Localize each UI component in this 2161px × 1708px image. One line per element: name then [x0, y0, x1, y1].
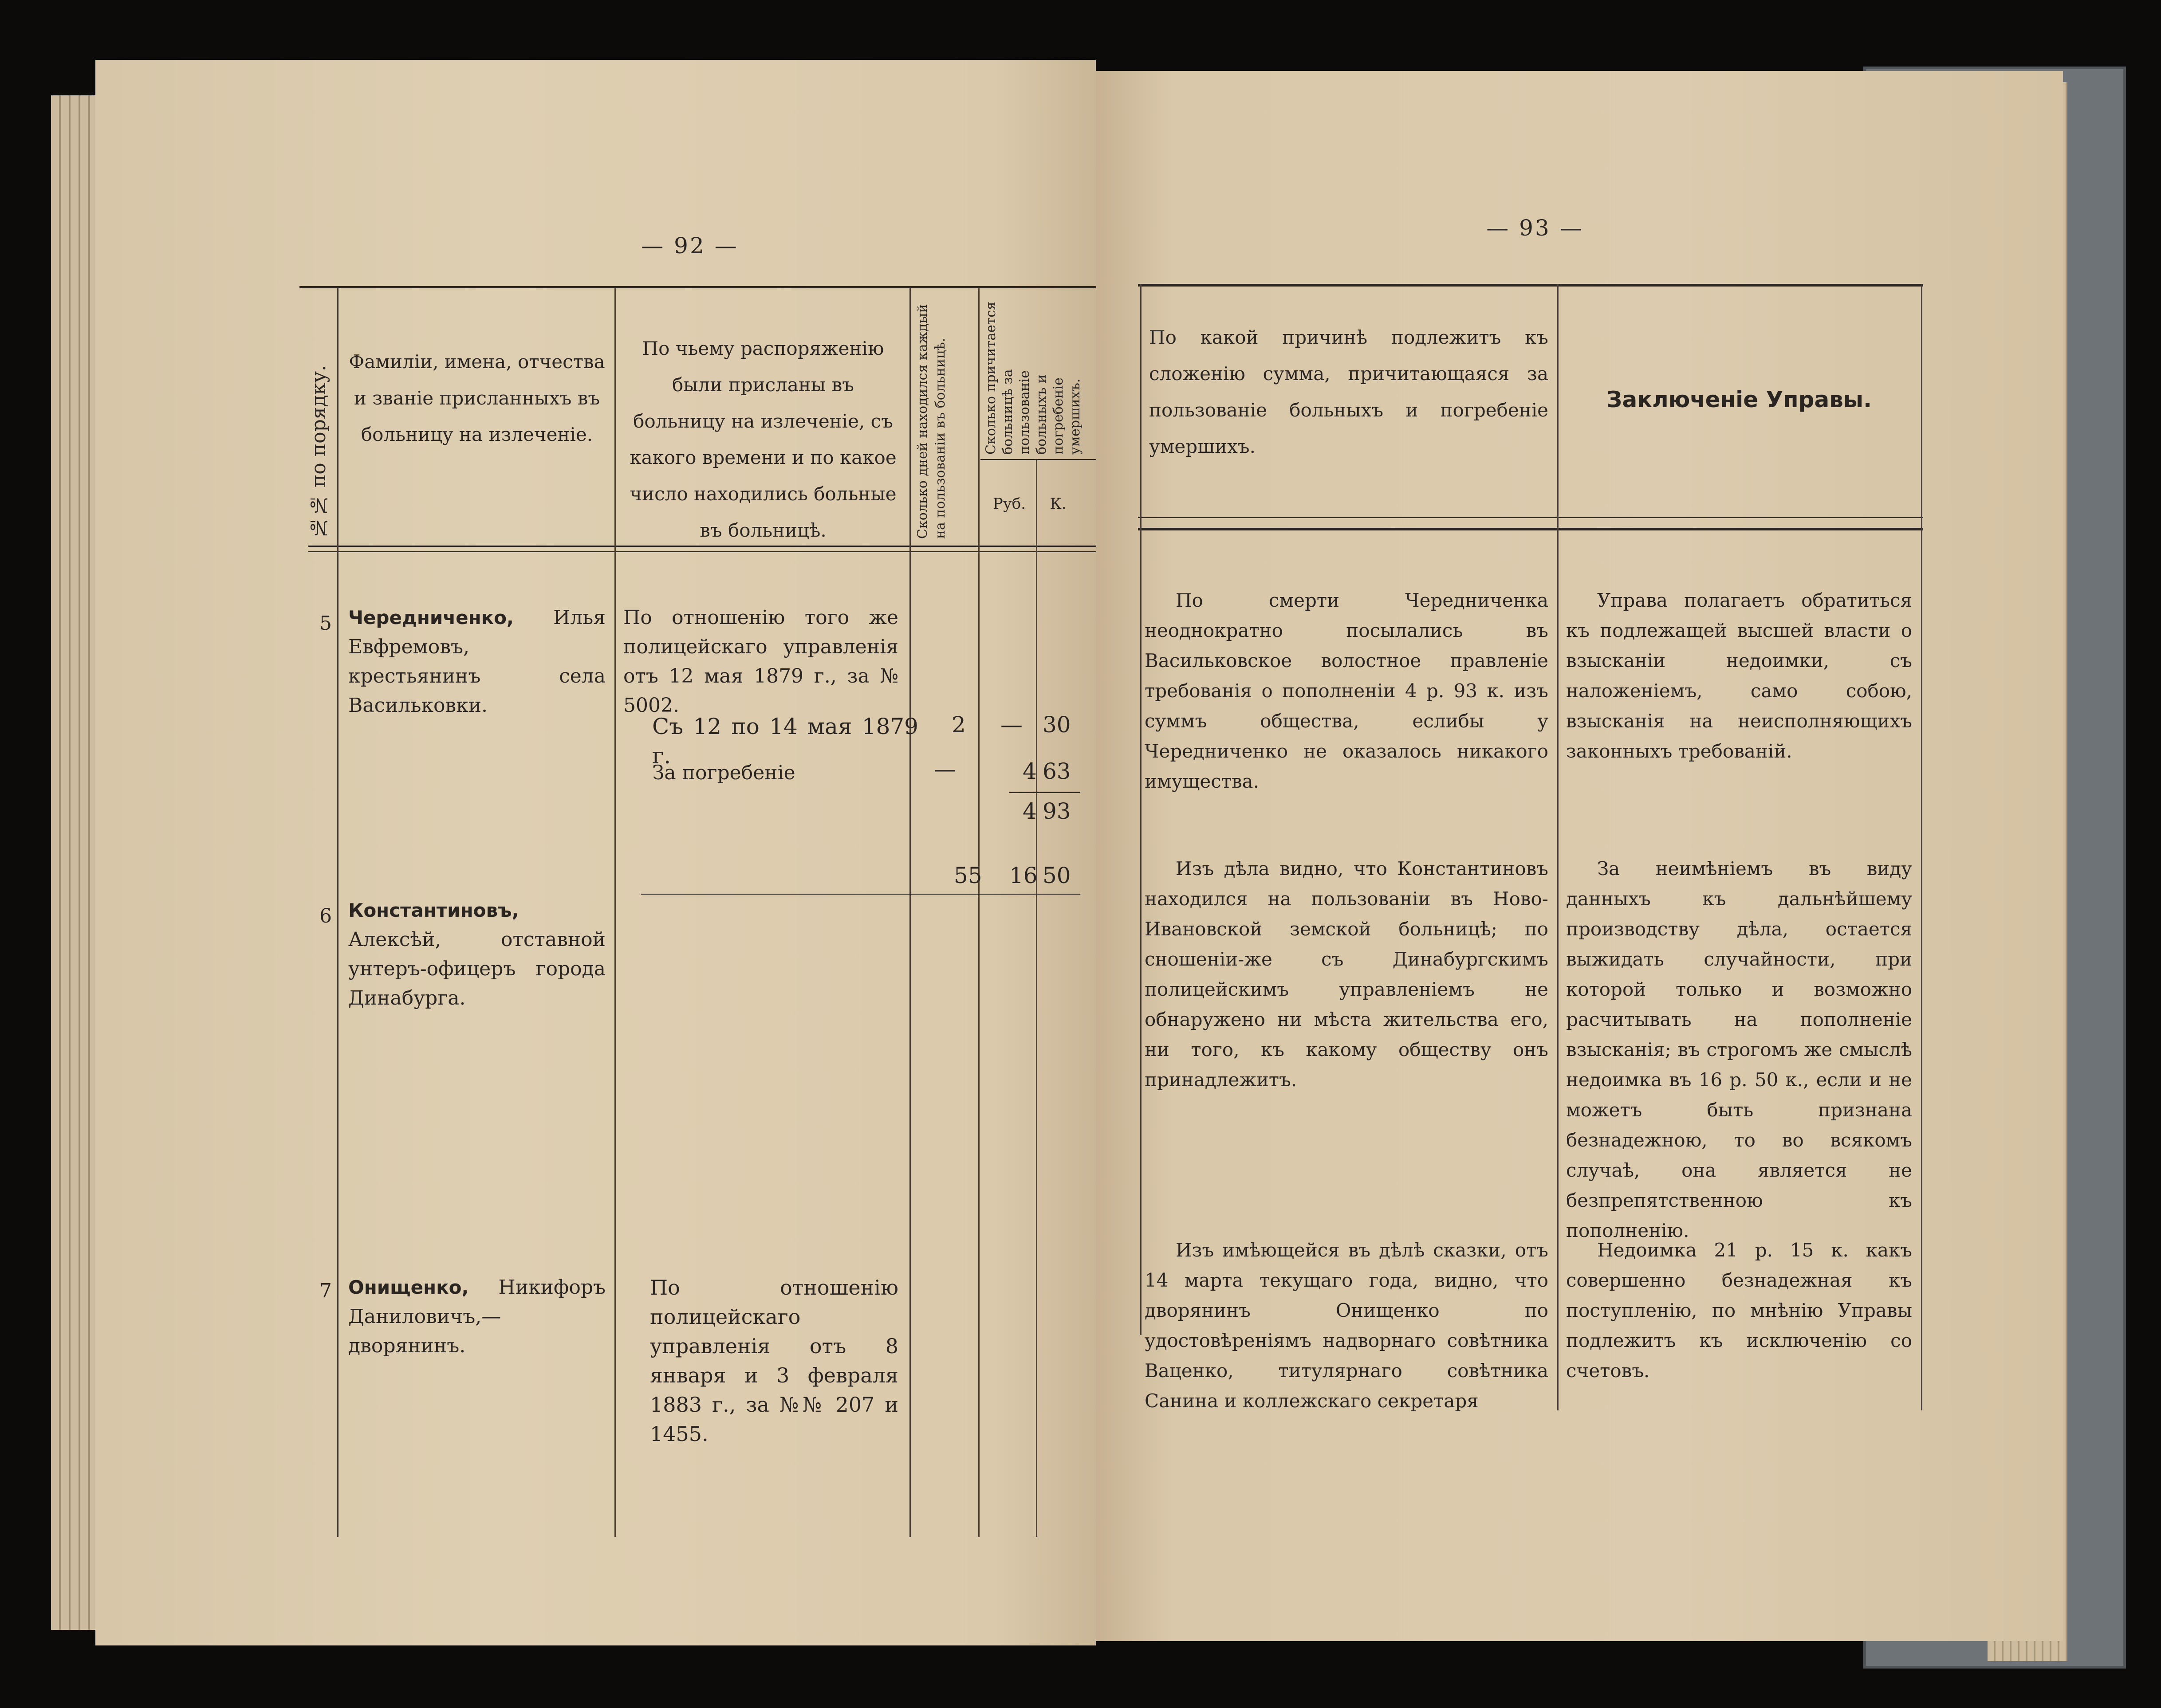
right-page — [1096, 71, 2063, 1641]
header-days: Сколько дней находился каждый на пользованіи въ больницѣ. — [915, 304, 948, 539]
row-name: Константиновъ, Алексѣй, отставной унтеръ-офицеръ города Динабурга. — [348, 899, 606, 1009]
left-page — [95, 60, 1096, 1645]
row-burial-days: — — [934, 756, 956, 782]
row-rub: — — [1000, 712, 1023, 738]
row-total-rub: 4 — [1023, 798, 1037, 824]
header-number: №№ по порядку. — [307, 365, 330, 539]
row-period: Съ 12 по 14 мая 1879 г. — [652, 714, 918, 769]
row-total-kop: 93 — [1043, 798, 1071, 824]
row-burial: За погребеніе — [652, 762, 795, 784]
column-divider — [1557, 284, 1559, 1410]
row-number: 7 — [319, 1280, 332, 1302]
row-number: 5 — [319, 612, 332, 635]
row-burial-rub: 4 — [1023, 758, 1037, 784]
column-divider — [1140, 284, 1142, 1335]
row-order: По отношенію полицейскаго управленія отъ 8 января и 3 февраля 1883 г., за №№ 207 и 1455. — [650, 1276, 898, 1446]
header-conclusion: Заключеніе Управы. — [1606, 387, 1872, 412]
row-name: Онищенко, Никифоръ Даниловичъ,—дворянинъ. — [348, 1276, 606, 1357]
row-conclusion: Недоимка 21 р. 15 к. какъ совершенно безнадежная къ поступленію, по мнѣнію Управы подлежитъ къ исключенію со счетовъ. — [1566, 1239, 1912, 1382]
column-divider — [1036, 459, 1037, 1537]
header-bottom-rule-2 — [308, 551, 1151, 552]
column-divider — [337, 288, 339, 1537]
header-name: Фамиліи, имена, отчества и званіе присланныхъ въ больницу на излеченіе. — [349, 351, 605, 445]
row-kop: 50 — [1043, 863, 1071, 888]
header-bottom-rule — [1138, 517, 1923, 518]
row-days: 2 — [952, 712, 966, 738]
row-number: 6 — [319, 905, 332, 927]
row-kop: 30 — [1043, 712, 1071, 738]
header-rub: Руб. — [992, 495, 1026, 513]
row-burial-kop: 63 — [1043, 758, 1071, 784]
row-conclusion: Управа полагаетъ обратиться къ подлежащей высшей власти о взысканіи недоимки, съ наложеніемъ, само собою, взысканія на неисполняющихъ законныхъ требованій. — [1566, 589, 1912, 762]
column-divider — [614, 288, 616, 1537]
page-number: — 93 — — [1486, 215, 1584, 241]
table-top-rule — [299, 286, 1151, 288]
header-bottom-rule-2 — [1138, 528, 1923, 530]
column-divider — [909, 288, 911, 1537]
row-rub: 16 — [1009, 863, 1038, 888]
row-conclusion: За неимѣніемъ въ виду данныхъ къ дальнѣйшему производству дѣла, остается выжидать случайности, при которой только и возможно расчитывать на пополненіе взысканія; въ строгомъ же смыслѣ недоимка въ 16 р. 50 к., если и не можетъ быть признана безнадежною, то во всякомъ случаѣ, она является не безпрепятственною къ пополненію. — [1566, 858, 1912, 1241]
row-reason: Изъ имѣющейся въ дѣлѣ сказки, отъ 14 марта текущаго года, видно, что дворянинъ Онищенко по удостовѣреніямъ надворнаго совѣтника Ваценко, титулярнаго совѣтника Санина и коллежскаго секретаря — [1145, 1239, 1548, 1412]
header-order: По чьему распоряженію были присланы въ больницу на излеченіе, съ какого времени и по какое число находились больные въ больницѣ. — [630, 338, 897, 541]
column-divider — [978, 288, 980, 1537]
table-top-rule — [1138, 284, 1923, 287]
row-order: По отношенію того же полицейскаго управленія отъ 12 мая 1879 г., за № 5002. — [623, 606, 898, 717]
row-reason: По смерти Чередниченка неоднократно посылались въ Васильковское волостное правленіе требованія о пополненіи 4 р. 93 к. изъ суммъ общества, еслибы у Чередниченко не оказалось никакого имущества. — [1145, 589, 1548, 792]
row-days: 55 — [954, 863, 982, 888]
row-reason: Изъ дѣла видно, что Константиновъ находился на пользованіи въ Ново-Ивановской земской больницѣ; по сношеніи-же съ Динабургскимъ полицейскимъ управленіемъ не обнаружено ни мѣста жительства его, ни того, къ какому обществу онъ принадлежитъ. — [1145, 858, 1548, 1091]
header-reason: По какой причинѣ подлежитъ къ сложенію сумма, причитающаяся за пользованіе больныхъ и погребеніе умершихъ. — [1149, 326, 1548, 457]
header-sum: Сколько причитается больницѣ за пользованіе больныхъ и погребеніе умершихъ. — [983, 301, 1083, 455]
page-number: — 92 — — [641, 233, 739, 259]
column-divider — [1921, 284, 1922, 1410]
row-name: Чередниченко, Илья Евфремовъ, крестьянинъ села Васильковки. — [348, 606, 606, 717]
row-rule — [641, 894, 1080, 895]
sum-rule — [1009, 792, 1080, 793]
header-kop: К. — [1050, 495, 1067, 513]
